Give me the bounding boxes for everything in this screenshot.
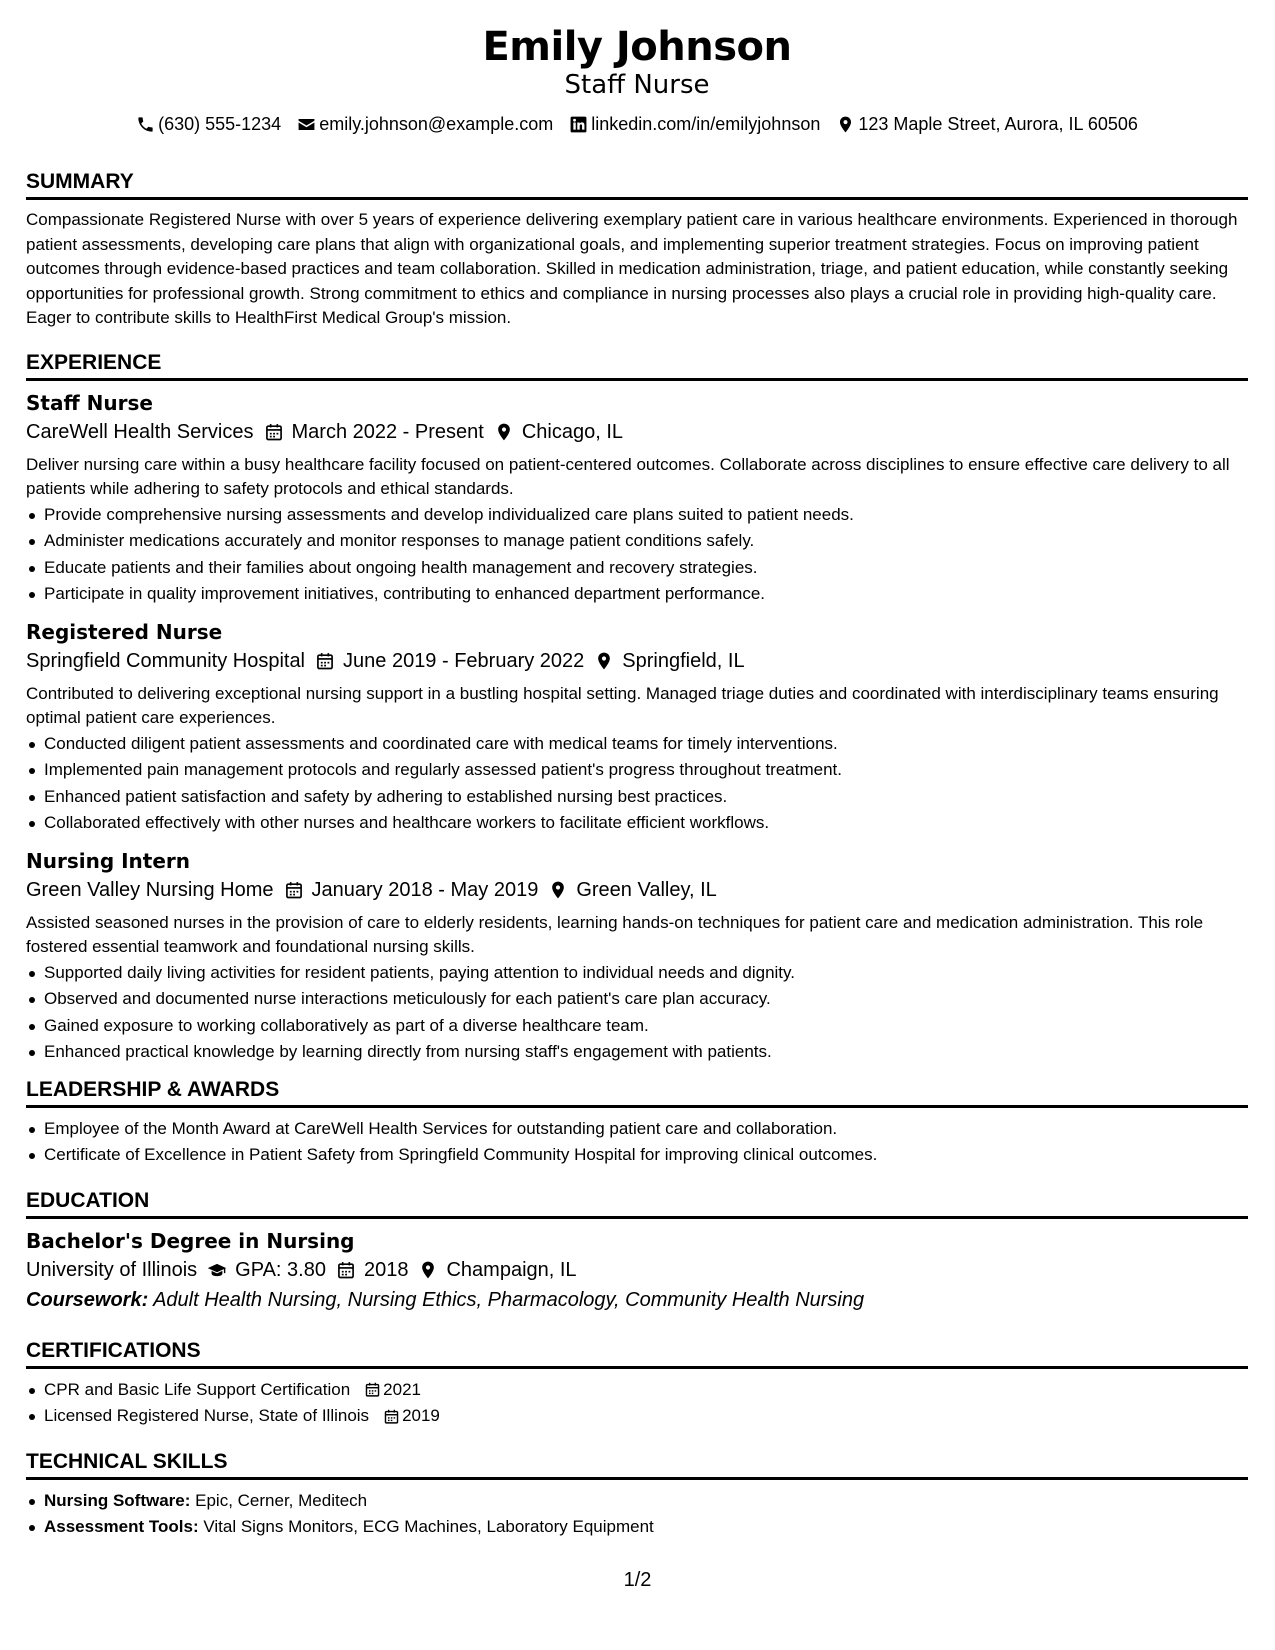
list-item: Collaborated effectively with other nurses and healthcare workers to facilitate efficient workflows. (26, 810, 1248, 837)
skills-list (26, 1488, 1248, 1541)
map-pin-icon (594, 651, 614, 671)
candidate-name: Emily Johnson (482, 24, 792, 70)
certifications-section (26, 1337, 1248, 1430)
job-description: Assisted seasoned nurses in the provision of care to elderly residents, learning hands-on techniques for patient care and medication administration. This role fostered essential teamwork and foundational nursing skills. (26, 912, 1204, 956)
job-company: Green Valley Nursing Home (26, 878, 274, 901)
calendar-icon (315, 651, 335, 671)
education-meta (26, 1255, 1248, 1285)
job-title: Staff Nurse (26, 390, 153, 415)
page-number: 1/2 (623, 1569, 652, 1591)
skill-label: Nursing Software: (44, 1490, 191, 1510)
list-item: Enhanced patient satisfaction and safety by adhering to established nursing best practices. (26, 784, 1248, 811)
candidate-title: Staff Nurse (564, 70, 710, 100)
skill-label: Assessment Tools: (44, 1517, 199, 1536)
school-location: Champaign, IL (446, 1258, 577, 1281)
skills-section (26, 1448, 1248, 1541)
job-bullets (26, 960, 1248, 1066)
job-entry (26, 847, 1248, 1066)
job-description: Deliver nursing care within a busy healthcare facility focused on patient-centered outcomes. Collaborate across disciplines to ensure effective care delivery to all patients while adhering to safety protocols and ethical standards. (26, 454, 1230, 498)
list-item (26, 1488, 1248, 1515)
contact-linkedin[interactable] (569, 112, 820, 136)
certifications-list (26, 1377, 1248, 1430)
skill-value: Vital Signs Monitors, ECG Machines, Laboratory Equipment (203, 1517, 654, 1536)
experience-section (26, 349, 1248, 1066)
phone-text: (630) 555-1234 (158, 114, 282, 134)
phone-icon (136, 115, 155, 134)
job-description: Contributed to delivering exceptional nursing support in a bustling hospital setting. Managed triage duties and coordinated with interdisciplinary teams ensuring optimal patient care experiences. (26, 683, 1219, 727)
linkedin-icon (569, 115, 588, 134)
degree-title: Bachelor's Degree in Nursing (26, 1228, 355, 1253)
list-item: Implemented pain management protocols and regularly assessed patient's progress throughout treatment. (26, 757, 1248, 784)
coursework (26, 1285, 1248, 1315)
job-entry (26, 389, 1248, 608)
job-bullets (26, 502, 1248, 608)
map-pin-icon (836, 115, 855, 134)
job-company: CareWell Health Services (26, 420, 254, 443)
section-heading: EXPERIENCE (26, 349, 1248, 381)
map-pin-icon (494, 422, 514, 442)
job-meta (26, 417, 1248, 447)
summary-section (26, 168, 1248, 331)
summary-text: Compassionate Registered Nurse with over 5 years of experience delivering exemplary patient care in various healthcare environments. Experienced in thorough patient assessments, developing care plans that align with organizational goals, and implementing superior treatment strategies. Focus on improving patient outcomes through evidence-based practices and team collaboration. Skilled in medication administration, triage, and patient education, while constantly seeking opportunities for professional growth. Strong commitment to ethics and compliance in nursing processes also plays a crucial role in providing high-quality care. Eager to contribute skills to HealthFirst Medical Group's mission. (26, 210, 1238, 327)
section-heading: CERTIFICATIONS (26, 1337, 1248, 1369)
job-meta (26, 875, 1248, 905)
list-item: Participate in quality improvement initiatives, contributing to enhanced department performance. (26, 581, 1248, 608)
contact-phone (136, 112, 281, 136)
list-item (26, 1403, 1248, 1430)
awards-list (26, 1116, 1248, 1169)
contact-bar (26, 112, 1248, 136)
job-location: Springfield, IL (622, 649, 745, 672)
calendar-icon (383, 1408, 400, 1425)
graduation-year: 2018 (363, 1258, 409, 1281)
calendar-icon (336, 1260, 356, 1280)
list-item: Administer medications accurately and monitor responses to manage patient conditions safely. (26, 528, 1248, 555)
list-item: Conducted diligent patient assessments and coordinated care with medical teams for timely interventions. (26, 731, 1248, 758)
list-item: Provide comprehensive nursing assessments and develop individualized care plans suited to patient needs. (26, 502, 1248, 529)
school-name: University of Illinois (26, 1258, 198, 1281)
certification-year: 2019 (402, 1406, 440, 1425)
contact-email[interactable] (297, 112, 553, 136)
skill-value: Epic, Cerner, Meditech (195, 1490, 368, 1510)
linkedin-text[interactable]: linkedin.com/in/emilyjohnson (591, 114, 821, 134)
education-section (26, 1187, 1248, 1315)
section-heading: TECHNICAL SKILLS (26, 1448, 1248, 1480)
gpa: GPA: 3.80 (235, 1258, 326, 1281)
job-meta (26, 646, 1248, 676)
section-heading: EDUCATION (26, 1187, 1248, 1219)
list-item: Certificate of Excellence in Patient Safety from Springfield Community Hospital for improving clinical outcomes. (26, 1142, 1248, 1169)
list-item: Employee of the Month Award at CareWell Health Services for outstanding patient care and collaboration. (26, 1116, 1248, 1143)
job-dates: March 2022 - Present (291, 420, 484, 443)
job-company: Springfield Community Hospital (26, 649, 306, 672)
job-location: Green Valley, IL (576, 878, 717, 901)
job-location: Chicago, IL (521, 420, 623, 443)
certification-name: CPR and Basic Life Support Certification (44, 1379, 351, 1399)
coursework-label: Coursework: (26, 1288, 149, 1311)
resume-header (26, 22, 1248, 136)
envelope-icon (297, 115, 316, 134)
certification-year: 2021 (383, 1379, 421, 1399)
certification-name: Licensed Registered Nurse, State of Illinois (44, 1406, 370, 1425)
graduation-cap-icon (207, 1260, 227, 1280)
list-item (26, 1377, 1248, 1404)
section-heading: LEADERSHIP & AWARDS (26, 1076, 1248, 1108)
list-item (26, 1514, 1248, 1541)
job-title: Nursing Intern (26, 848, 191, 873)
address-text: 123 Maple Street, Aurora, IL 60506 (858, 114, 1138, 134)
list-item: Observed and documented nurse interactions meticulously for each patient's care plan accuracy. (26, 986, 1248, 1013)
awards-section (26, 1076, 1248, 1169)
calendar-icon (364, 1381, 381, 1398)
map-pin-icon (418, 1260, 438, 1280)
job-dates: January 2018 - May 2019 (311, 878, 539, 901)
list-item: Educate patients and their families about ongoing health management and recovery strategies. (26, 555, 1248, 582)
job-bullets (26, 731, 1248, 837)
job-title: Registered Nurse (26, 619, 223, 644)
list-item: Supported daily living activities for resident patients, paying attention to individual needs and dignity. (26, 960, 1248, 987)
coursework-list: Adult Health Nursing, Nursing Ethics, Pharmacology, Community Health Nursing (153, 1288, 865, 1311)
map-pin-icon (548, 880, 568, 900)
list-item: Enhanced practical knowledge by learning directly from nursing staff's engagement with patients. (26, 1039, 1248, 1066)
list-item: Gained exposure to working collaboratively as part of a diverse healthcare team. (26, 1013, 1248, 1040)
calendar-icon (284, 880, 304, 900)
contact-address (836, 112, 1138, 136)
job-entry (26, 618, 1248, 837)
resume-page (26, 22, 1248, 1541)
section-heading: SUMMARY (26, 168, 1248, 200)
email-text[interactable]: emily.johnson@example.com (319, 114, 554, 134)
job-dates: June 2019 - February 2022 (343, 649, 585, 672)
calendar-icon (264, 422, 284, 442)
